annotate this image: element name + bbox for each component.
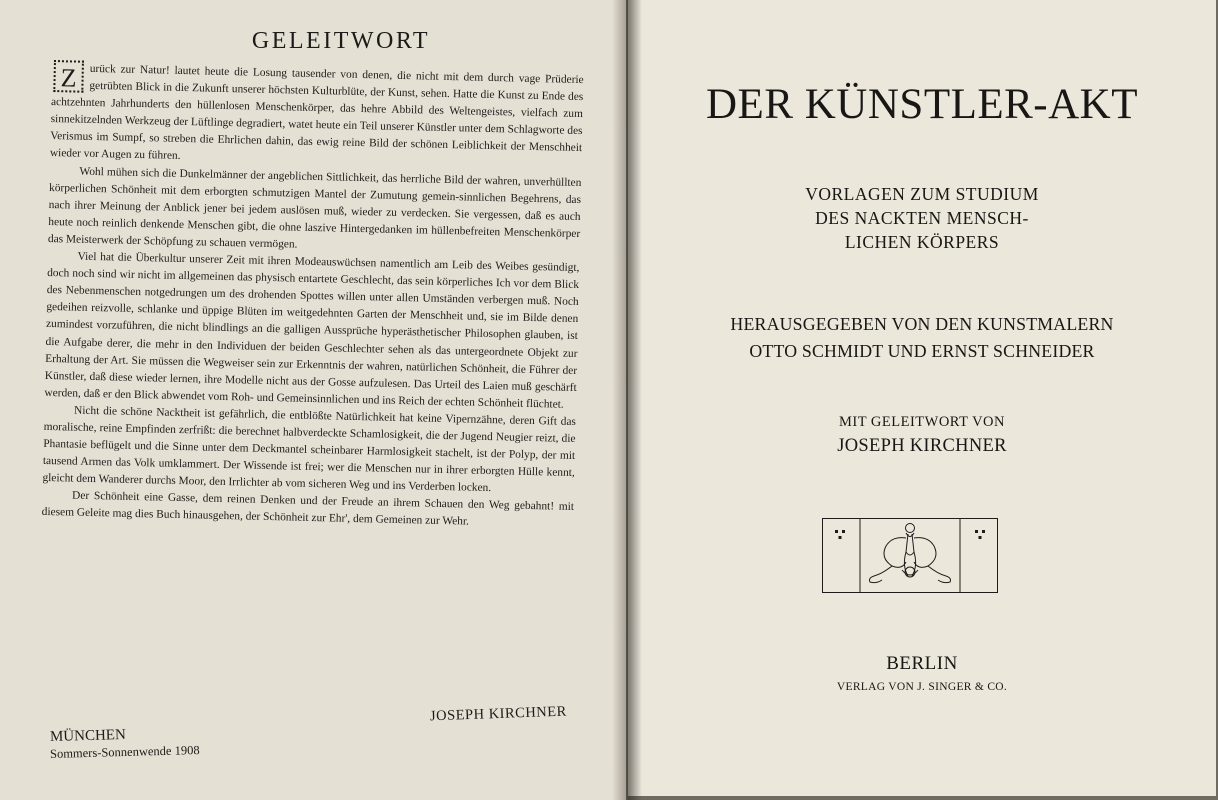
foreword-title: GELEITWORT <box>251 28 431 54</box>
publication-city: BERLIN <box>886 653 958 674</box>
drop-cap: Z <box>53 60 84 93</box>
foreword-text <box>42 60 584 533</box>
editors-line: OTTO SCHMIDT UND ERNST SCHNEIDER <box>749 341 1095 361</box>
foreword-place: MÜNCHEN <box>49 727 127 745</box>
foreword-paragraph-5: Der Schönheit eine Gasse, dem reinen Denken und der Freude an ihrem Schauen den Weg gebahnt! mit diesem Geleite mag dies Buch hinausgehen, der Schönheit zur Ehr', dem Gemeinen zur Wehr. <box>41 489 575 529</box>
book-title: DER KÜNSTLER-AKT <box>706 81 1138 128</box>
title-page <box>628 0 1216 796</box>
foreword-signature: JOSEPH KIRCHNER <box>429 703 568 725</box>
editors-line: HERAUSGEGEBEN VON DEN KUNSTMALERN <box>730 314 1114 334</box>
subtitle-line: DES NACKTEN MENSCH- <box>815 208 1029 228</box>
foreword-paragraph-3: Viel hat die Überkultur unserer Zeit mit ihren Modeauswüchsen namentlich am Leib des Weibes gesündigt, doch noch sind wir nicht im allgemeinen das physisch entartete Geschlecht, das sein körperliches Ich vor dem Blick des Nebenmenschen notgedrungen um des drohenden Spottes willen unter allen Umständen verbergen muß. Noch gedeihen reizvolle, schlanke und üppige Blüten im weitgedehnten Garten der Menschheit und, sie im Bilde denen zumindest vorzuführen, die nicht blindlings an die galligen Aussprüche hyperästhetischer Philosophen glauben, ist die Aufgabe derer, die mehr in den Individuen der beiden Geschlechter sehen als das untergeordnete Objekt zur Erhaltung der Art. Sie müssen die Wegweiser sein zur Erkenntnis der wahren, natürlichen Schönheit, die Führer der Künstler, daß diese wieder lernen, ihre Modelle nicht aus der Gosse aufzulesen. Das Urteil des Laien muß geschärft werden, daß er den Blick abwendet vom Roh- und Gemeinsinnlichen und ins Reich der echten Schönheit flüchtet. <box>44 250 580 411</box>
foreword-paragraph-1 <box>50 60 584 175</box>
subtitle-line: VORLAGEN ZUM STUDIUM <box>805 184 1039 204</box>
ornamental-vignette-icon <box>822 518 998 593</box>
foreword-paragraph-2: Wohl mühen sich die Dunkelmänner der angeblichen Sittlichkeit, das herrliche Bild der wahren, unverhüllten körperlichen Schönheit mit dem erborgten schmutzigen Mantel der Zumutung gemein-sinnlichen Begehrens, das nach ihrer Meinung der Anblick jener bei jedem auslösen muß, wieder zu verdecken. Sie vergessen, daß es auch heute noch reinlich denkende Menschen gibt, die ohne laszive Hintergedanken im hüllenbefreiten Menschenkörper das Meisterwerk der Schöpfung zu schauen vermögen. <box>47 165 582 251</box>
publisher: VERLAG VON J. SINGER & CO. <box>836 681 1008 693</box>
foreword-date: Sommers-Sonnenwende 1908 <box>49 743 200 761</box>
foreword-paragraph-4: Nicht die schöne Nacktheit ist gefährlich, die entblößte Natürlichkeit hat keine Vipernzähne, deren Gift das moralische, reine Empfinden zerfrißt: die berechnet halbverdeckte Schamlosigkeit, die der Jugend Neugier reizt, die Phantasie beflügelt und die Sinne unter dem Deckmantel scheinbarer Harmlosigkeit stachelt, ist der Polyp, der mit tausend Armen das Volk umklammert. Der Wissende ist frei; wer die Menschen nur in ihrer erborgten Hülle kennt, gleicht dem Wanderer durchs Moor, den Irrlichter ab vom sicheren Weg und ins Verderben locken. <box>42 404 577 495</box>
editors <box>628 311 1216 365</box>
foreword-author: JOSEPH KIRCHNER <box>837 436 1007 456</box>
subtitle-line: LICHEN KÖRPERS <box>844 232 1000 252</box>
book-subtitle <box>628 182 1216 254</box>
paragraph-text: urück zur Natur! lautet heute die Losung tausender von denen, die nicht mit dem durch vage Prüderie getrübten Blick in die Zukunft unserer höchsten Kulturblüte, der Kunst, sehen. Hatte die Kunst zu Ende des achtzehnten Jahrhunderts den hüllenlosen Menschenkörper, das hehre Abbild des Weltengeistes, vielfach zum sinnekitzelnden Werkzeug der Lüftlinge degradiert, watet heute ein Teil unserer Künstler unter dem Schlagworte des Verismus im Sumpf, so streben die Ehrlichen dahin, das ewig reine Bild der schönen Leiblichkeit der Menschheit wieder vor Augen zu führen. <box>49 62 584 163</box>
foreword-label: MIT GELEITWORT VON <box>838 414 1005 430</box>
